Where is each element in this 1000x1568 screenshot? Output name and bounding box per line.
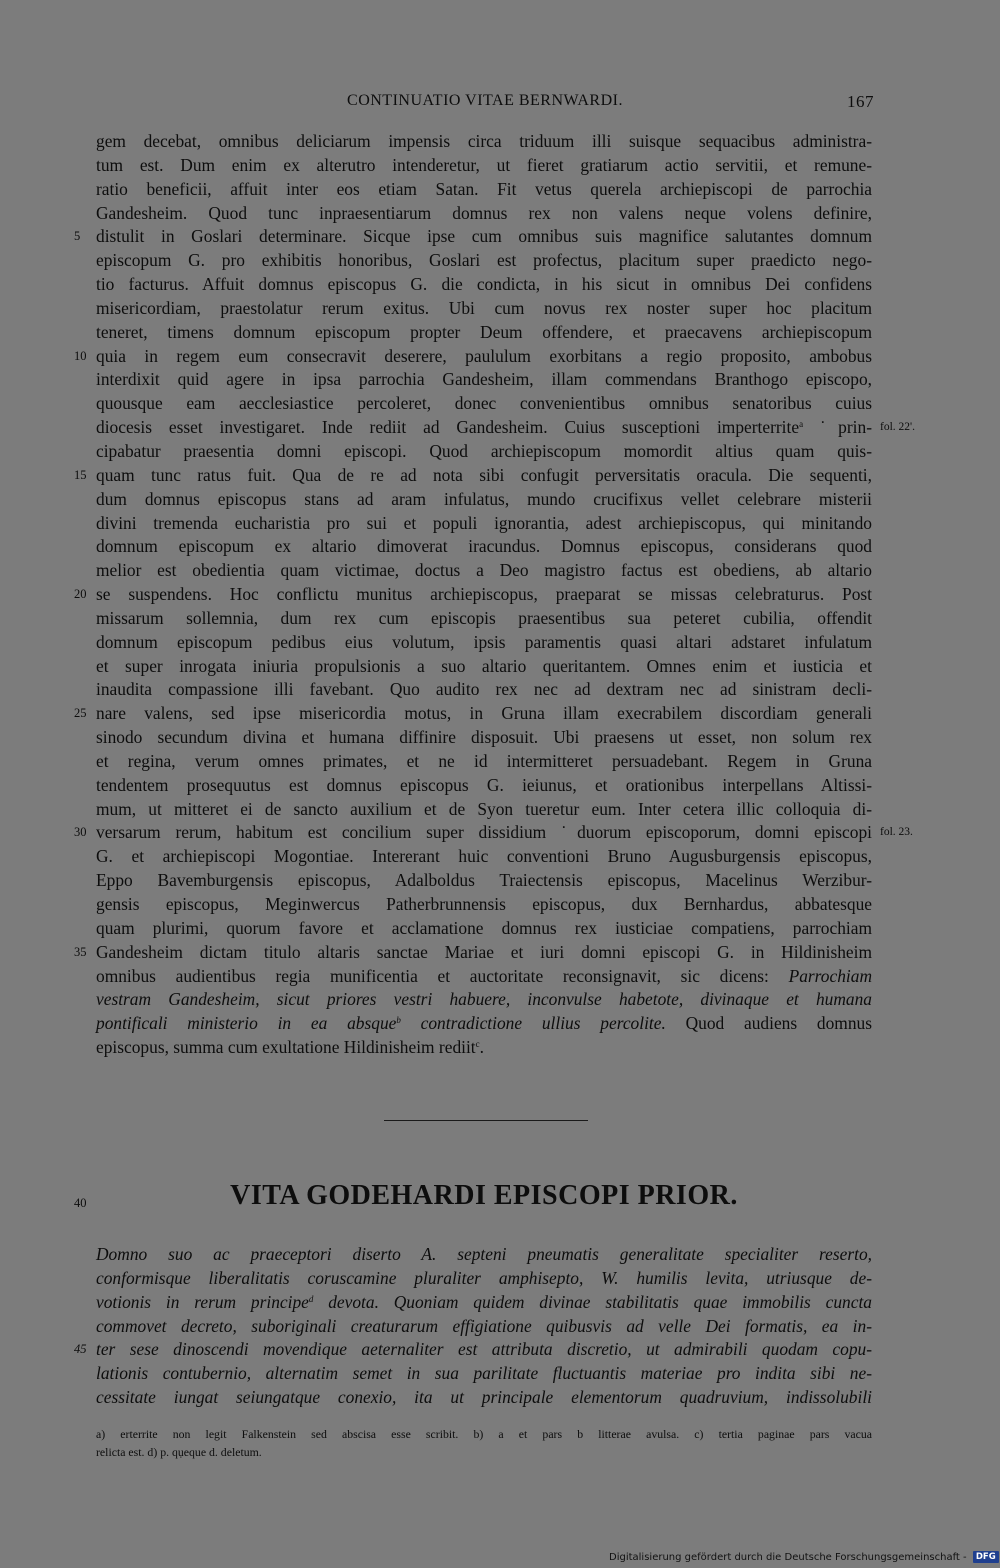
line-text: tio facturus. Affuit domnus episcopus G. die condicta, in his sicut in omnibus Dei confidens <box>96 274 872 295</box>
text-line <box>96 1315 872 1339</box>
text-line <box>74 225 872 249</box>
text-line <box>96 202 872 226</box>
text-line <box>96 1036 872 1060</box>
text-line <box>96 273 872 297</box>
text-line <box>74 345 872 369</box>
text-line <box>96 988 872 1012</box>
digitization-credit <box>609 1551 999 1563</box>
text-line <box>96 965 872 989</box>
line-text: quia in regem eum consecravit deserere, paululum exorbitans a regio proposito, ambobus <box>96 345 872 366</box>
footnote-line: relicta est. d) p. qụeque d. deletum. <box>96 1445 262 1459</box>
line-text: Domno suo ac praeceptori diserto A. septeni pneumatis generalitate specialiter reserto, <box>96 1244 872 1264</box>
text-line <box>96 368 872 392</box>
line-number: 10 <box>74 348 87 363</box>
text-line <box>74 464 872 488</box>
text-line <box>96 917 872 941</box>
line-text: votionis in rerum principe <box>96 1291 309 1312</box>
line-text: inaudita compassione illi favebant. Quo audito rex nec ad dextram nec ad sinistram decli- <box>96 679 872 700</box>
italic-text: Parrochiam <box>788 965 872 986</box>
section-title: VITA GODEHARDI EPISCOPI PRIOR. <box>230 1180 738 1211</box>
line-text: ter sese dinoscendi movendique aeternaliter est attributa discretio, ut admirabili quodam copu- <box>96 1339 872 1360</box>
line-text: interdixit quid agere in ipsa parrochia Gandesheim, illam commendans Branthogo episcopo, <box>96 369 872 390</box>
section-divider <box>384 1120 588 1121</box>
running-title: CONTINUATIO VITAE BERNWARDI. <box>347 92 623 109</box>
line-text: conformisque liberalitatis coruscamine pluraliter amphisepto, W. humilis levita, utriusque de- <box>96 1267 872 1288</box>
line-text: cessitate iungat seiungatque conexio, ita ut principale elementorum quadruvium, indissolubili <box>96 1387 872 1408</box>
line-text: devota. Quoniam quidem divinae stabilitatis quae immobilis cuncta <box>313 1291 872 1312</box>
line-number: 40 <box>74 1196 87 1210</box>
line-text: episcopum G. pro exhibitis honoribus, Goslari est profectus, placitum super praedicto nego- <box>96 250 872 271</box>
line-text: omnibus audientibus regia munificentia et auctoritate reconsignavit, sic dicens: <box>96 965 789 986</box>
line-text: gem decebat, omnibus deliciarum impensis circa triduum illi suisque sequacibus administra- <box>96 131 872 151</box>
line-text: sinodo secundum divina et humana diffinire disposuit. Ubi praesens ut esset, non solum rex <box>96 727 872 748</box>
folio-marker: fol. 22'. <box>880 421 915 434</box>
line-text: domnum episcopum pedibus eius volutum, ipsis paramentis quasi altari adstaret infulatum <box>96 631 872 652</box>
text-line <box>96 249 872 273</box>
line-text: Gandesheim dictam titulo altaris sanctae Mariae et iuri domni episcopi G. in Hildinisheim <box>96 941 872 962</box>
line-text: ˙prin- <box>803 417 872 438</box>
text-line <box>96 392 872 416</box>
text-line <box>96 130 872 154</box>
text-line <box>96 798 872 822</box>
line-text: G. et archiepiscopi Mogontiae. Intererant huic conventioni Bruno Augusburgensis episcopus, <box>96 846 872 867</box>
line-text: diocesis esset investigaret. Inde rediit ad Gandesheim. Cuius susceptioni imperterrite <box>96 417 800 438</box>
line-text: missarum sollemnia, dum rex cum episcopis praesentibus sua peteret cubilia, offendit <box>96 607 872 628</box>
text-line <box>96 178 872 202</box>
text-line <box>74 821 913 845</box>
line-number: 15 <box>74 467 87 482</box>
line-text: tendentem prosequutus est domnus episcopus G. ieiunus, et orationibus interpellans Altissi- <box>96 774 872 795</box>
text-line <box>96 1243 872 1267</box>
line-text: domnum episcopum ex altario dimoverat iracundus. Domnus episcopus, considerans quod <box>96 536 872 557</box>
line-text: teneret, timens domnum episcopum propter Deum offendere, et praecavens archiepiscopum <box>96 321 872 342</box>
text-line <box>96 1386 872 1410</box>
line-text: ratio beneficii, affuit inter eos etiam Satan. Fit vetus querela archiepiscopi de parrochia <box>96 178 872 199</box>
text-line <box>96 869 872 893</box>
text-line <box>96 1267 872 1291</box>
footnotes <box>96 1425 872 1461</box>
line-number: 45 <box>74 1342 87 1357</box>
text-line <box>96 297 872 321</box>
line-text: pontificali ministerio in ea absque <box>96 1013 397 1034</box>
dfg-logo-icon[interactable]: DFG <box>973 1551 999 1563</box>
text-line <box>96 1362 872 1386</box>
line-number: 20 <box>74 587 87 602</box>
line-text: et super inrogata iniuria propulsionis a suo altario queritantem. Omnes enim et iusticia et <box>96 655 872 676</box>
line-text: distulit in Goslari determinare. Sicque ipse cum omnibus suis magnifice salutantes domnum <box>96 226 872 247</box>
line-text: contradictione ullius percolite. <box>400 1013 666 1034</box>
line-number: 35 <box>74 944 87 959</box>
line-text: melior est obedientia quam victimae, doctus a Deo magistro factus est obediens, ab altario <box>96 560 872 581</box>
text-line <box>74 1338 872 1362</box>
text-line <box>96 416 915 440</box>
text-line <box>96 1012 872 1036</box>
footnote-marker: a <box>799 419 804 430</box>
text-line <box>96 678 872 702</box>
footnote-line: a) erterrite non legit Falkenstein sed abscisa esse scribit. b) a et pars b litterae avulsa. c) tertia paginae pars vacua <box>96 1427 872 1441</box>
text-line <box>96 750 872 774</box>
line-text: et regina, verum omnes primates, et ne id intermitteret persuadebant. Regem in Gruna <box>96 750 872 771</box>
text-line <box>96 607 872 631</box>
footnote-marker: d <box>308 1293 314 1304</box>
line-text: gensis episcopus, Meginwercus Patherbrunnensis episcopus, dux Bernhardus, abbatesque <box>96 894 872 914</box>
text-line <box>74 702 872 726</box>
vita-text-block <box>74 1243 872 1410</box>
text-line <box>96 512 872 536</box>
line-text: misericordiam, praestolatur rerum exitus. Ubi cum novus rex noster super hoc placitum <box>96 297 872 318</box>
line-text: divini tremenda eucharistia pro sui et populi ignorantia, adest archiepiscopus, qui minitando <box>96 512 872 533</box>
line-text: quousque eam aecclesiastice percoleret, donec convenientibus omnibus senatoribus cuius <box>96 393 872 414</box>
text-line <box>96 535 872 559</box>
text-line <box>96 440 872 464</box>
text-line <box>96 845 872 869</box>
line-number: 30 <box>74 825 87 840</box>
text-line <box>96 631 872 655</box>
main-text-block <box>74 130 915 1060</box>
line-text: dum domnus episcopus stans ad aram infulatus, mundo crucifixus vellet celebrare misterii <box>96 488 872 509</box>
text-line <box>96 488 872 512</box>
text-line <box>96 893 872 917</box>
line-text: se suspendens. Hoc conflictu munitus archiepiscopus, praeparat se missas celebraturus. Post <box>96 584 872 605</box>
text-line <box>96 726 872 750</box>
line-text: mum, ut mitteret ei de sancto auxilium et de Syon tueretur eum. Inter cetera illic colloquia di- <box>96 798 872 819</box>
footnote-marker: c <box>475 1039 480 1050</box>
line-text: Eppo Bavemburgensis episcopus, Adalboldus Traiectensis episcopus, Macelinus Werzibur- <box>96 870 872 891</box>
line-text: . <box>479 1037 484 1058</box>
line-text: lationis contubernio, alternatim semet in sua parilitate fluctuantis materiae pro indita sibi ne- <box>96 1363 872 1384</box>
line-text: Gandesheim. Quod tunc inpraesentiarum domnus rex non valens neque volens definire, <box>96 202 872 223</box>
text-line <box>96 321 872 345</box>
line-text: commovet decreto, suboriginali creaturarum effigiatione quibusvis ad velle Dei formatis, ea in- <box>96 1315 872 1336</box>
text-line <box>74 941 872 965</box>
line-text: vestram Gandesheim, sicut priores vestri habuere, inconvulse habetote, divinaque et humana <box>96 989 872 1010</box>
credit-text: Digitalisierung gefördert durch die Deutsche Forschungsgemeinschaft - <box>609 1552 967 1563</box>
page-number: 167 <box>847 92 874 111</box>
text-line <box>96 655 872 679</box>
line-text: cipabatur praesentia domni episcopi. Quod archiepiscopum momordit altius quam quis- <box>96 440 872 461</box>
line-text: quam plurimi, quorum favore et acclamatione domnus rex iusticiae compatiens, parrochiam <box>96 917 872 938</box>
line-number: 25 <box>74 706 87 721</box>
footnote-marker: b <box>396 1015 401 1026</box>
text-line <box>96 559 872 583</box>
line-text: Quod audiens domnus <box>665 1013 872 1034</box>
folio-marker: fol. 23. <box>880 826 913 839</box>
text-line <box>96 1291 872 1315</box>
text-line <box>96 774 872 798</box>
text-line <box>74 583 872 607</box>
text-line <box>96 154 872 178</box>
running-head <box>96 92 874 114</box>
line-text: tum est. Dum enim ex alterutro intenderetur, ut fieret gratiarum actio servitii, et remune- <box>96 154 872 175</box>
line-text: quam tunc ratus fuit. Qua de re ad nota sibi confugit perversitatis oracula. Die sequenti, <box>96 464 872 485</box>
line-text: versarum rerum, habitum est concilium super dissidium ˙duorum episcoporum, domni episcopi <box>96 822 872 843</box>
line-text: nare valens, sed ipse misericordia motus, in Gruna illam execrabilem discordiam generali <box>96 703 872 724</box>
line-number: 5 <box>74 229 81 244</box>
line-text: episcopus, summa cum exultatione Hildinisheim rediit <box>96 1037 476 1058</box>
